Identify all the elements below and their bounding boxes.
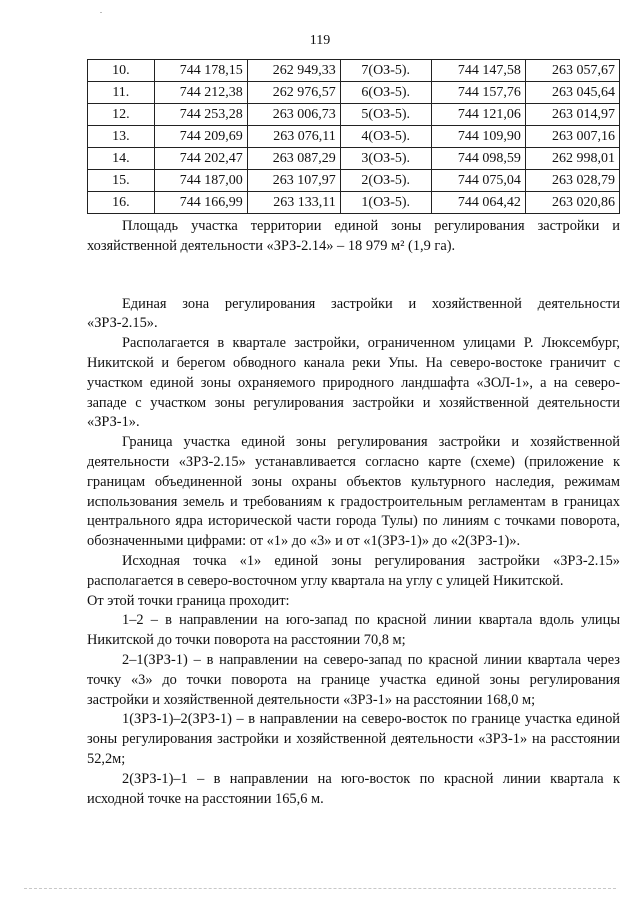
table-cell: 263 045,64 [525, 82, 619, 104]
table-cell: 744 166,99 [154, 192, 247, 214]
coordinates-table [87, 59, 620, 214]
table-row [88, 170, 620, 192]
table-row [88, 60, 620, 82]
table-cell: 5(ОЗ-5). [340, 104, 431, 126]
table-row [88, 104, 620, 126]
table-cell: 744 147,58 [431, 60, 525, 82]
boundary-paragraph: Граница участка единой зоны регулирования застройки и хозяйственной деятельности «ЗРЗ-2.15» устанавливается согласно карте (схеме) (приложение к границам объединенной зоны охраны объектов культурного наследия, режимам использования земель и требованиям к градостроительным регламентам в границах центрального ядра исторической части города Тулы) по линиям с точками поворота, обозначенными цифрами: от «1» до «3» и от «1(ЗРЗ-1)» до «2(ЗРЗ-1)». [87, 434, 620, 550]
table-cell: 16. [88, 192, 155, 214]
segment-2-paragraph: 2–1(ЗРЗ-1) – в направлении на северо-запад по красной линии квартала через точку «3» до точки поворота на границе участка единой зоны регулирования застройки и хозяйственной деятельности «ЗРЗ-1» на расстоянии 168,0 м; [87, 651, 620, 708]
table-cell: 14. [88, 148, 155, 170]
scan-artifact-line [24, 888, 616, 889]
table-cell: 13. [88, 126, 155, 148]
table-cell: 263 057,67 [525, 60, 619, 82]
scan-speck [100, 12, 102, 13]
table-row [88, 82, 620, 104]
table-cell: 744 109,90 [431, 126, 525, 148]
table-row [88, 126, 620, 148]
location-paragraph: Располагается в квартале застройки, ограниченном улицами Р. Люксембург, Никитской и берегом обводного канала реки Упы. На северо-востоке граничит с участком единой зоны охраняемого природного ландшафта «ЗОЛ-1», а на северо-западе с участком зоны регулирования застройки и хозяйственной деятельности «ЗРЗ-1». [87, 335, 620, 431]
table-cell: 263 007,16 [525, 126, 619, 148]
table-cell: 10. [88, 60, 155, 82]
table-cell: 744 253,28 [154, 104, 247, 126]
table-cell: 263 028,79 [525, 170, 619, 192]
table-cell: 744 157,76 [431, 82, 525, 104]
table-cell: 744 209,69 [154, 126, 247, 148]
table-cell: 744 202,47 [154, 148, 247, 170]
coordinates-table-body [88, 60, 620, 214]
table-cell: 263 133,11 [247, 192, 340, 214]
table-cell: 262 998,01 [525, 148, 619, 170]
table-cell: 744 212,38 [154, 82, 247, 104]
table-row [88, 148, 620, 170]
table-cell: 15. [88, 170, 155, 192]
table-cell: 3(ОЗ-5). [340, 148, 431, 170]
table-cell: 744 075,04 [431, 170, 525, 192]
from-point-paragraph: От этой точки граница проходит: [87, 592, 290, 609]
table-cell: 6(ОЗ-5). [340, 82, 431, 104]
table-cell: 263 020,86 [525, 192, 619, 214]
table-cell: 744 121,06 [431, 104, 525, 126]
table-cell: 263 087,29 [247, 148, 340, 170]
zone-heading: Единая зона регулирования застройки и хозяйственной деятельности «ЗРЗ-2.15». [87, 295, 620, 332]
start-point-paragraph: Исходная точка «1» единой зоны регулирования застройки «ЗРЗ-2.15» располагается в северо-восточном углу квартала на углу с улицей Никитской. [87, 552, 620, 589]
table-cell: 744 064,42 [431, 192, 525, 214]
table-cell: 11. [88, 82, 155, 104]
table-cell: 263 014,97 [525, 104, 619, 126]
table-row [88, 192, 620, 214]
table-cell: 263 107,97 [247, 170, 340, 192]
table-cell: 7(ОЗ-5). [340, 60, 431, 82]
page-number: 119 [309, 33, 331, 48]
table-cell: 4(ОЗ-5). [340, 126, 431, 148]
segment-4-paragraph: 2(ЗРЗ-1)–1 – в направлении на юго-восток по красной линии квартала к исходной точке на расстоянии 165,6 м. [87, 770, 620, 807]
document-body [87, 217, 620, 809]
table-cell: 263 076,11 [247, 126, 340, 148]
table-cell: 744 098,59 [431, 148, 525, 170]
paragraph-spacer [87, 257, 620, 276]
segment-1-paragraph: 1–2 – в направлении на юго-запад по красной линии квартала вдоль улицы Никитской до точки поворота на расстоянии 70,8 м; [87, 612, 620, 649]
table-cell: 12. [88, 104, 155, 126]
paragraph-spacer [87, 276, 620, 295]
table-cell: 1(ОЗ-5). [340, 192, 431, 214]
table-cell: 262 949,33 [247, 60, 340, 82]
table-cell: 744 187,00 [154, 170, 247, 192]
table-cell: 263 006,73 [247, 104, 340, 126]
segment-3-paragraph: 1(ЗРЗ-1)–2(ЗРЗ-1) – в направлении на северо-восток по границе участка единой зоны регулирования застройки и хозяйственной деятельности «ЗРЗ-1» на расстоянии 52,2м; [87, 711, 620, 767]
table-cell: 262 976,57 [247, 82, 340, 104]
area-paragraph: Площадь участка территории единой зоны регулирования застройки и хозяйственной деятельности «ЗРЗ-2.14» – 18 979 м² (1,9 га). [87, 218, 620, 254]
table-cell: 744 178,15 [154, 60, 247, 82]
table-cell: 2(ОЗ-5). [340, 170, 431, 192]
